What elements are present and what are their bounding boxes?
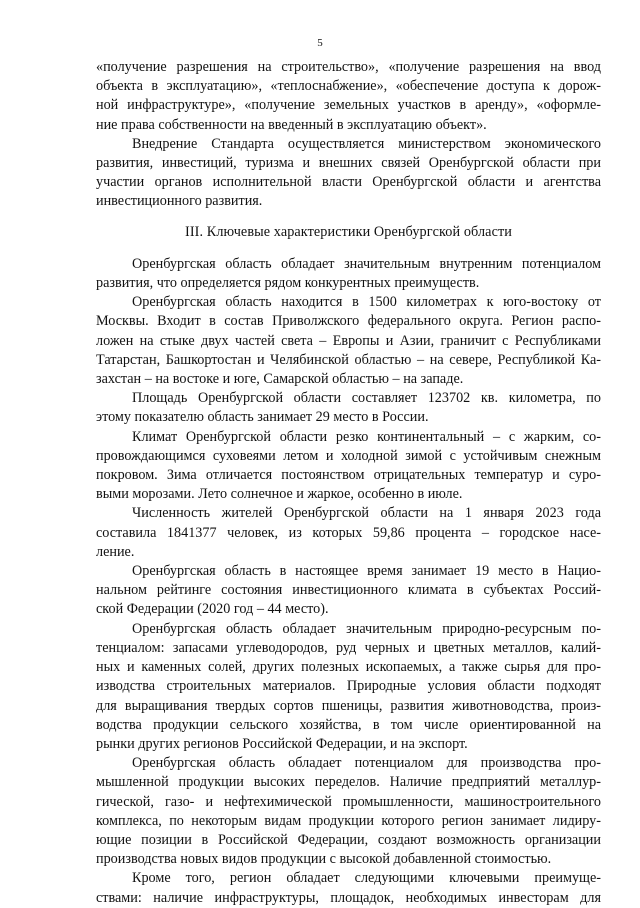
standard-paragraph	[96, 135, 601, 212]
text-line: захстан – на востоке и юге, Самарской областью – на западе.	[96, 371, 464, 388]
text-line: производства новых видов продукции с высокой добавленной стоимостью.	[96, 851, 552, 868]
text-line: ление.	[96, 543, 135, 560]
text-line: гической, газо- и нефтехимической промышленности, машиностроительного	[96, 793, 601, 810]
document-body	[96, 58, 601, 908]
text-line: объекта в эксплуатацию», «теплоснабжение», «обеспечение доступа к дорож-	[96, 78, 601, 95]
text-line: мышленной продукции высоких переделов. Наличие предприятий металлур-	[96, 774, 601, 791]
text-line: Оренбургская область обладает значительным природно-ресурсным по-	[132, 620, 601, 637]
paragraph-industry	[96, 754, 601, 869]
text-line: инвестиционного развития.	[96, 193, 263, 210]
text-line: Внедрение Стандарта осуществляется министерством экономического	[132, 135, 601, 152]
text-line: ской Федерации (2020 год – 44 место).	[96, 601, 329, 618]
text-line: ных и каменных солей, других полезных ископаемых, а также сырья для про-	[96, 659, 601, 676]
paragraph-advantages	[96, 869, 601, 907]
text-line: Оренбургская область в настоящее время занимает 19 место в Нацио-	[132, 563, 601, 580]
text-line: ние права собственности на введенный в эксплуатацию объект».	[96, 116, 487, 133]
text-line: «получение разрешения на строительство», «получение разрешения на ввод	[96, 59, 601, 75]
paragraph-resources	[96, 620, 601, 754]
text-line: Численность жителей Оренбургской области на 1 января 2023 года	[132, 505, 601, 522]
section-heading: III. Ключевые характеристики Оренбургской области	[185, 223, 512, 240]
text-line: Кроме того, регион обладает следующими ключевыми преимуще-	[132, 870, 601, 887]
text-line: провождающимся суховеями летом и холодной зимой с устойчивым снежным	[96, 447, 601, 464]
text-line: рынки других регионов Российской Федерации, и на экспорт.	[96, 735, 468, 752]
text-line: ложен на стыке двух частей света – Европы и Азии, граничит с Республиками	[96, 332, 601, 349]
text-line: Оренбургская область находится в 1500 километрах к юго-востоку от	[132, 294, 601, 311]
text-line: развития, инвестиций, туризма и внешних связей Оренбургской области при	[96, 155, 601, 172]
text-line: Москвы. Входит в состав Приволжского федерального округа. Регион распо-	[96, 313, 601, 330]
text-line: для выращивания твердых сортов пшеницы, развития животноводства, произ-	[96, 697, 601, 714]
text-line: нальном рейтинге состояния инвестиционного климата в субъектах Россий-	[96, 582, 601, 599]
text-line: этому показателю область занимает 29 место в России.	[96, 409, 429, 426]
paragraph-rating	[96, 562, 601, 620]
paragraph-area	[96, 389, 601, 427]
text-line: водства продукции сельского хозяйства, в том числе ориентированной на	[96, 716, 601, 733]
text-line: комплекса, по некоторым видам продукции которого регион занимает лидиру-	[96, 812, 601, 829]
text-line: ной инфраструктуре», «получение земельных участков в аренду», «оформле-	[96, 97, 601, 114]
text-line: развития, что определяется рядом конкурентных преимуществ.	[96, 275, 480, 292]
text-line: покровом. Зима отличается постоянством отрицательных температур и суро-	[96, 467, 601, 484]
paragraph-location	[96, 293, 601, 389]
text-line: ствами: наличие инфраструктуры, площадок, необходимых инвесторам для	[96, 889, 601, 906]
text-line: выми морозами. Лето солнечное и жаркое, особенно в июле.	[96, 486, 463, 503]
paragraph-potential	[96, 255, 601, 293]
paragraph-climate	[96, 428, 601, 505]
text-line: изводства строительных материалов. Природные условия области подходят	[96, 678, 601, 695]
text-line: составила 1841377 человек, из которых 59,86 процента – городское насе-	[96, 524, 601, 541]
text-line: Татарстан, Башкортостан и Челябинской областью – на севере, Республикой Ка-	[96, 351, 601, 368]
text-line: ющие позиции в Российской Федерации, создают возможность организации	[96, 831, 601, 848]
text-line: Оренбургская область обладает потенциалом для производства про-	[132, 755, 601, 772]
paragraph-population	[96, 504, 601, 562]
text-line: участии органов исполнительной власти Оренбургской области и агентства	[96, 174, 601, 191]
page-number: 5	[317, 37, 323, 49]
text-line: Климат Оренбургской области резко континентальный – с жарким, со-	[132, 428, 601, 445]
text-line: Оренбургская область обладает значительным внутренним потенциалом	[132, 255, 601, 272]
intro-fragment-paragraph	[96, 58, 601, 135]
text-line: тенциалом: запасами углеводородов, руд черных и цветных металлов, калий-	[96, 639, 601, 656]
text-line: Площадь Оренбургской области составляет 123702 кв. километра, по	[132, 390, 601, 407]
